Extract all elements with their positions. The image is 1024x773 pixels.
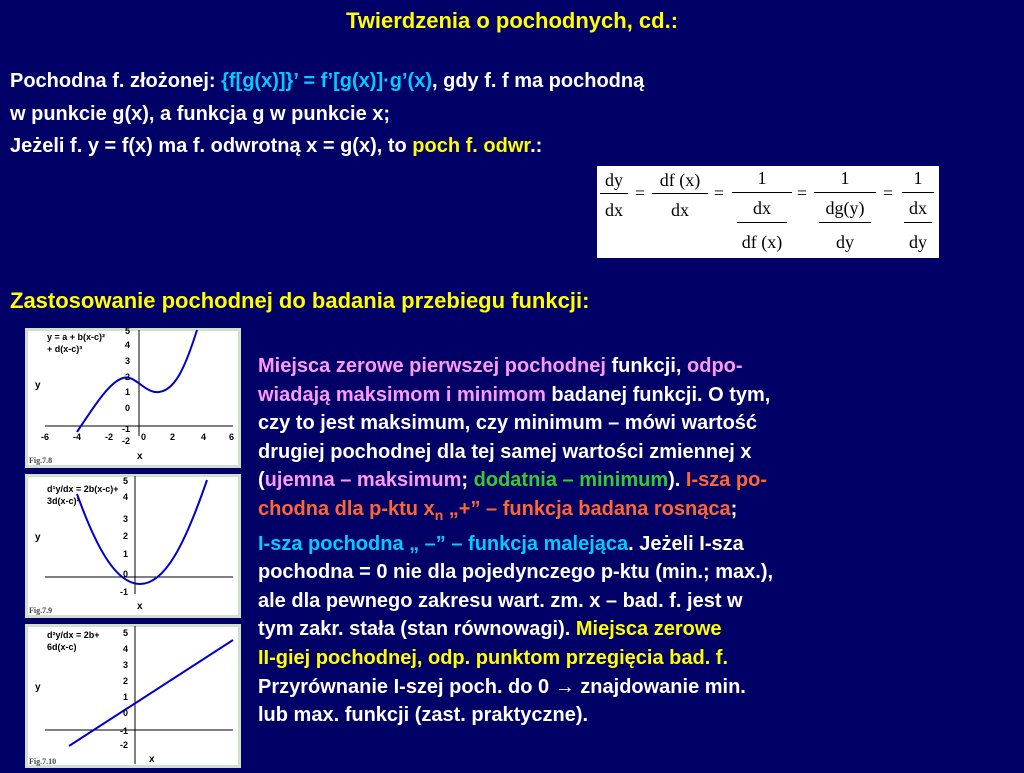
text: ).	[668, 469, 686, 492]
para-line	[258, 381, 1018, 410]
explanation-paragraph	[258, 352, 1018, 730]
highlight-text: ujemna – maksimum	[264, 469, 462, 492]
highlight-text: Miejsca zerowe	[575, 618, 722, 641]
para-line	[258, 352, 1018, 381]
chain-rule-line	[10, 70, 644, 93]
y-tick: 5	[125, 328, 131, 336]
y-tick: 1	[123, 549, 129, 559]
fraction-bar	[652, 193, 708, 194]
x-tick: 4	[201, 432, 207, 442]
para-line	[258, 466, 1018, 495]
highlight-text: wiadają maksimom i minimom	[258, 383, 546, 406]
t4-den: dy	[836, 232, 854, 252]
inverse-rule-suffix: .:	[530, 135, 543, 157]
t3-num: 1	[757, 168, 767, 188]
text: Przyrównanie I-szej poch. do 0	[258, 675, 555, 698]
t4-num: 1	[840, 168, 850, 188]
arrow-icon: →	[554, 675, 575, 698]
figure-7-8-plot	[25, 328, 241, 468]
x-tick: -6	[41, 432, 50, 442]
y-tick: -1	[122, 424, 131, 434]
y-tick: 4	[123, 644, 129, 654]
para-line: pochodna = 0 nie dla pojedynczego p-ktu (min.; max.),	[258, 561, 774, 584]
y-tick: 3	[125, 356, 131, 366]
figure-7-10-plot	[25, 624, 241, 768]
text: funkcji,	[605, 355, 688, 377]
highlight-text: I-sza po-	[685, 469, 768, 492]
inverse-rule-highlight: poch f. odwr	[412, 135, 531, 157]
figure-caption: Fig.7.9	[29, 606, 53, 615]
figure-caption: Fig.7.10	[29, 757, 57, 766]
x-label: x	[149, 754, 155, 765]
highlight-text: chodna dla p-ktu x	[258, 497, 435, 520]
x-tick: -2	[105, 432, 114, 442]
para-line: ale dla pewnego zakresu wart. zm. x – bad. f. jest w	[258, 589, 743, 612]
y-tick: 2	[123, 676, 129, 686]
para-line: II-giej pochodnej, odp. punktom przegięcia bad. f.	[258, 646, 729, 669]
text: znajdowanie min.	[574, 675, 746, 698]
fraction-bar	[600, 193, 628, 194]
y-tick: 3	[123, 514, 129, 524]
inverse-rule-line	[10, 135, 542, 158]
y-tick: 1	[123, 692, 129, 702]
y-tick: 0	[125, 403, 131, 413]
y-label: y	[35, 532, 41, 543]
t3-mid: dx	[753, 198, 771, 218]
equals-sign: =	[634, 183, 646, 203]
y-tick: 2	[123, 531, 129, 541]
y-label: y	[35, 380, 41, 391]
para-line	[258, 615, 1018, 644]
figure-7-9	[25, 474, 241, 618]
para-line: drugiej pochodnej dla tej samej wartości zmiennej x	[258, 440, 752, 463]
para-line	[258, 673, 1018, 702]
x-tick: 0	[141, 432, 147, 442]
eq-line-1: y = a + b(x-c)²	[47, 332, 106, 342]
fraction-bar	[737, 222, 787, 223]
t1-den: dx	[605, 200, 623, 220]
y-tick: -2	[120, 740, 129, 750]
y-tick: 5	[123, 628, 129, 638]
eq-line-2: + d(x-c)³	[47, 344, 83, 354]
fraction-bar	[732, 192, 792, 193]
highlight-text: „+” – funkcja badana rosnąca	[443, 497, 731, 520]
eq-line-1: d²y/dx = 2b+	[47, 630, 100, 640]
y-tick: 5	[123, 476, 129, 486]
y-tick: 0	[123, 569, 129, 579]
section-title: Zastosowanie pochodnej do badania przebiegu funkcji:	[10, 288, 590, 313]
slide-title: Twierdzenia o pochodnych, cd.:	[345, 8, 679, 33]
equals-sign: =	[882, 183, 894, 203]
inverse-derivative-formula	[597, 166, 939, 258]
t2-den: dx	[671, 200, 689, 220]
t5-den: dy	[909, 232, 927, 252]
figure-caption: Fig.7.8	[29, 456, 53, 465]
highlight-text: I-sza pochodna „ –” – funkcja malejąca	[258, 532, 629, 555]
fraction-bar	[819, 222, 871, 223]
t2-num: df (x)	[659, 170, 701, 190]
eq-line-1: d¹y/dx = 2b(x-c)+	[47, 484, 119, 494]
chain-rule-prefix: Pochodna f. złożonej:	[10, 70, 222, 92]
highlight-text: Miejsca zerowe pierwszej pochodnej	[258, 355, 606, 377]
text: . Jeżeli I-sza	[628, 532, 744, 555]
y-tick: -2	[122, 436, 131, 446]
chain-rule-formula: {f[g(x)]}’ = f’[g(x)]·g’(x)	[221, 70, 432, 92]
x-tick: -4	[73, 432, 82, 442]
equals-sign: =	[713, 183, 725, 203]
y-tick: 1	[125, 387, 131, 397]
highlight-text: dodatnia – minimum	[473, 469, 669, 492]
fraction-bar	[902, 192, 934, 193]
figure-7-9-plot	[25, 474, 241, 618]
highlight-text: odpo-	[687, 355, 743, 377]
y-tick: 4	[125, 340, 131, 350]
x-label: x	[137, 601, 143, 612]
fraction-bar	[904, 222, 932, 223]
y-label: y	[35, 682, 41, 693]
chain-rule-suffix: , gdy f. f ma pochodną	[432, 70, 645, 92]
figure-7-8	[25, 328, 241, 468]
para-line	[258, 530, 1018, 559]
t4-mid: dg(y)	[825, 198, 865, 218]
fraction-bar	[814, 192, 876, 193]
eq-line-2: 3d(x-c)²	[47, 496, 80, 506]
figure-7-10	[25, 624, 241, 768]
t1-num: dy	[605, 170, 623, 190]
para-line	[258, 495, 1018, 530]
y-tick: -1	[120, 726, 129, 736]
y-tick: 3	[123, 660, 129, 670]
y-tick: 0	[123, 708, 129, 718]
y-tick: -1	[120, 587, 129, 597]
y-tick: 2	[125, 372, 131, 382]
text: ;	[730, 497, 738, 520]
text: (	[258, 469, 265, 492]
x-label: x	[137, 451, 143, 462]
t5-mid: dx	[909, 198, 927, 218]
equals-sign: =	[796, 183, 808, 203]
inverse-rule-prefix: Jeżeli f. y = f(x) ma f. odwrotną x = g(x), to	[10, 135, 413, 157]
t5-num: 1	[913, 168, 923, 188]
x-tick: 2	[170, 432, 176, 442]
x-tick: 6	[229, 432, 235, 442]
text: badanej funkcji. O tym,	[545, 383, 771, 406]
y-tick: 4	[123, 492, 129, 502]
text: ;	[461, 469, 474, 492]
eq-line-2: 6d(x-c)	[47, 642, 77, 652]
para-line: czy to jest maksimum, czy minimum – mówi wartość	[258, 412, 758, 435]
text: tym zakr. stała (stan równowagi).	[258, 618, 576, 641]
subscript: n	[434, 506, 444, 523]
t3-den: df (x)	[741, 232, 783, 252]
chain-rule-line-2: w punkcie g(x), a funkcja g w punkcie x;	[10, 103, 391, 125]
para-line: lub max. funkcji (zast. praktyczne).	[258, 704, 589, 727]
